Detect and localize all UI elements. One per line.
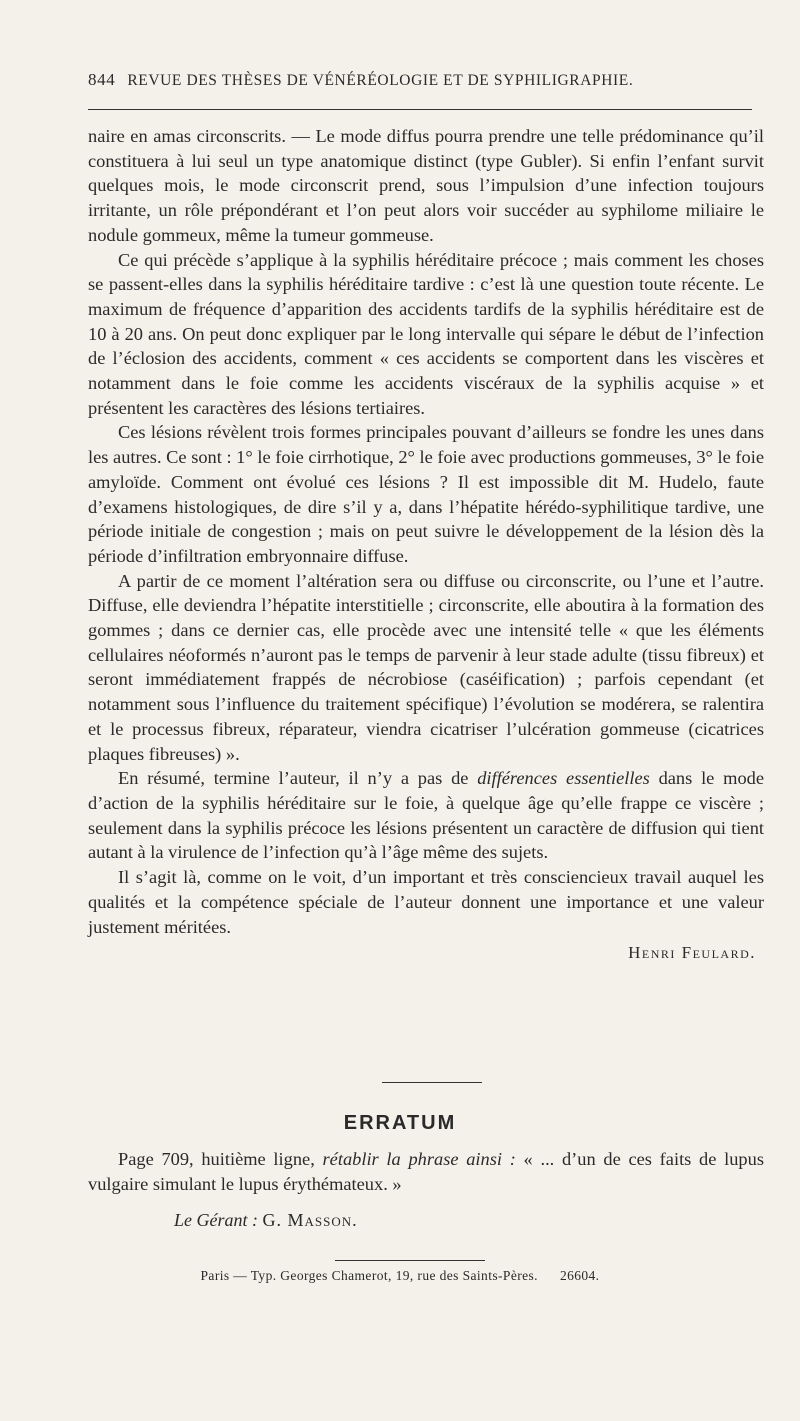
erratum-title: ERRATUM — [343, 1112, 457, 1134]
header-rule — [88, 109, 752, 110]
footer-rule — [335, 1260, 485, 1261]
section-divider — [382, 1082, 482, 1083]
paragraph-5 — [88, 766, 764, 865]
gerant-line — [174, 1210, 358, 1231]
paragraph-4: A partir de ce moment l’altération sera ou diffuse ou circonscrite, ou l’une et l’autre. Diffuse, elle deviendra l’hépatite interstitielle ; circonscrite, elle aboutira à la formation des gommes ; dans ce dernier cas, elle procède avec une intensité telle « que les éléments cellulaires néoformés n’auront pas le temps de parvenir à leur stade adulte (tissu fibreux) et seront immédiatement frappés de nécrobiose (caséification) ; parfois cependant (et notamment sous l’influence du traitement spécifique) l’évolution se modérera, se ralentira et le processus fibreux, réparateur, viendra cicatriser l’ulcération gommeuse (cicatrices plaques fibreuses) ». — [88, 570, 764, 764]
running-head — [88, 70, 752, 90]
article-body — [88, 124, 764, 966]
gerant-label: Le Gérant : — [174, 1210, 258, 1230]
imprint-code: 26604. — [559, 1268, 600, 1283]
author-signature: Henri Feulard. — [628, 943, 756, 963]
paragraph-5-after: dans le mode d’action de la syphilis héréditaire sur le foie, à quelque âge qu’elle frappe ce viscère ; seulement dans la syphilis précoce les lésions présentent un caractère de diffusion qui tient autant à la virulence de l’infection qu’à l’âge même des sujets. — [88, 768, 764, 863]
erratum-before: Page 709, huitième ligne, — [118, 1149, 323, 1169]
paragraph-2: Ce qui précède s’applique à la syphilis héréditaire précoce ; mais comment les choses se passent-elles dans la syphilis héréditaire tardive : c’est là une question toute récente. Le maximum de fréquence d’apparition des accidents tardifs de la syphilis héréditaire est de 10 à 20 ans. On peut donc expliquer par le long intervalle qui sépare le début de l’infection de l’éclosion des accidents, comment « ces accidents se comportent dans les viscères et notamment dans le foie comme les accidents viscéraux de la syphilis acquise » et présentent les caractères des lésions tertiaires. — [88, 249, 764, 418]
paragraph-5-emphasis: différences essentielles — [477, 768, 650, 789]
erratum-emphasis: rétablir la phrase ainsi : — [322, 1149, 516, 1169]
paragraph-1: naire en amas circonscrits. — Le mode diffus pourra prendre une telle prédominance qu’il constituera à lui seul un type anatomique distinct (type Gubler). Si enfin l’enfant survit quelques mois, le mode circonscrit prend, sous l’impulsion d’une infection toujours irritante, un rôle prépondérant et l’on peut alors voir succéder au syphilome miliaire le nodule gommeux, même la tumeur gommeuse. — [88, 126, 764, 245]
running-title: REVUE DES THÈSES DE VÉNÉRÉOLOGIE ET DE SYPHILIGRAPHIE. — [127, 72, 634, 89]
gerant-name: G. Masson. — [262, 1210, 358, 1230]
page-number: 844 — [88, 70, 116, 89]
printer-imprint — [0, 1268, 800, 1284]
erratum-text — [88, 1147, 764, 1196]
paragraph-5-before: En résumé, termine l’auteur, il n’y a pas de — [118, 768, 478, 789]
erratum-after: « ... d’un de ces faits de lupus vulgaire simulant le lupus érythémateux. » — [88, 1149, 764, 1194]
paragraph-6: Il s’agit là, comme on le voit, d’un important et très consciencieux travail auquel les qualités et la compétence spéciale de l’auteur donnent une importance et une valeur justement méritées. — [88, 867, 764, 937]
imprint-text: Paris — Typ. Georges Chamerot, 19, rue des Saints-Pères. — [200, 1268, 538, 1283]
paragraph-3: Ces lésions révèlent trois formes principales pouvant d’ailleurs se fondre les unes dans les autres. Ce sont : 1° le foie cirrhotique, 2° le foie avec productions gommeuses, 3° le foie amyloïde. Comment ont évolué ces lésions ? Il est impossible dit M. Hudelo, faute d’examens histologiques, de dire s’il y a, dans l’hépatite hérédo-syphilitique tardive, une période initiale de congestion ; mais on peut suivre le développement de la lésion dès la période d’infiltration embryonnaire diffuse. — [88, 422, 764, 566]
